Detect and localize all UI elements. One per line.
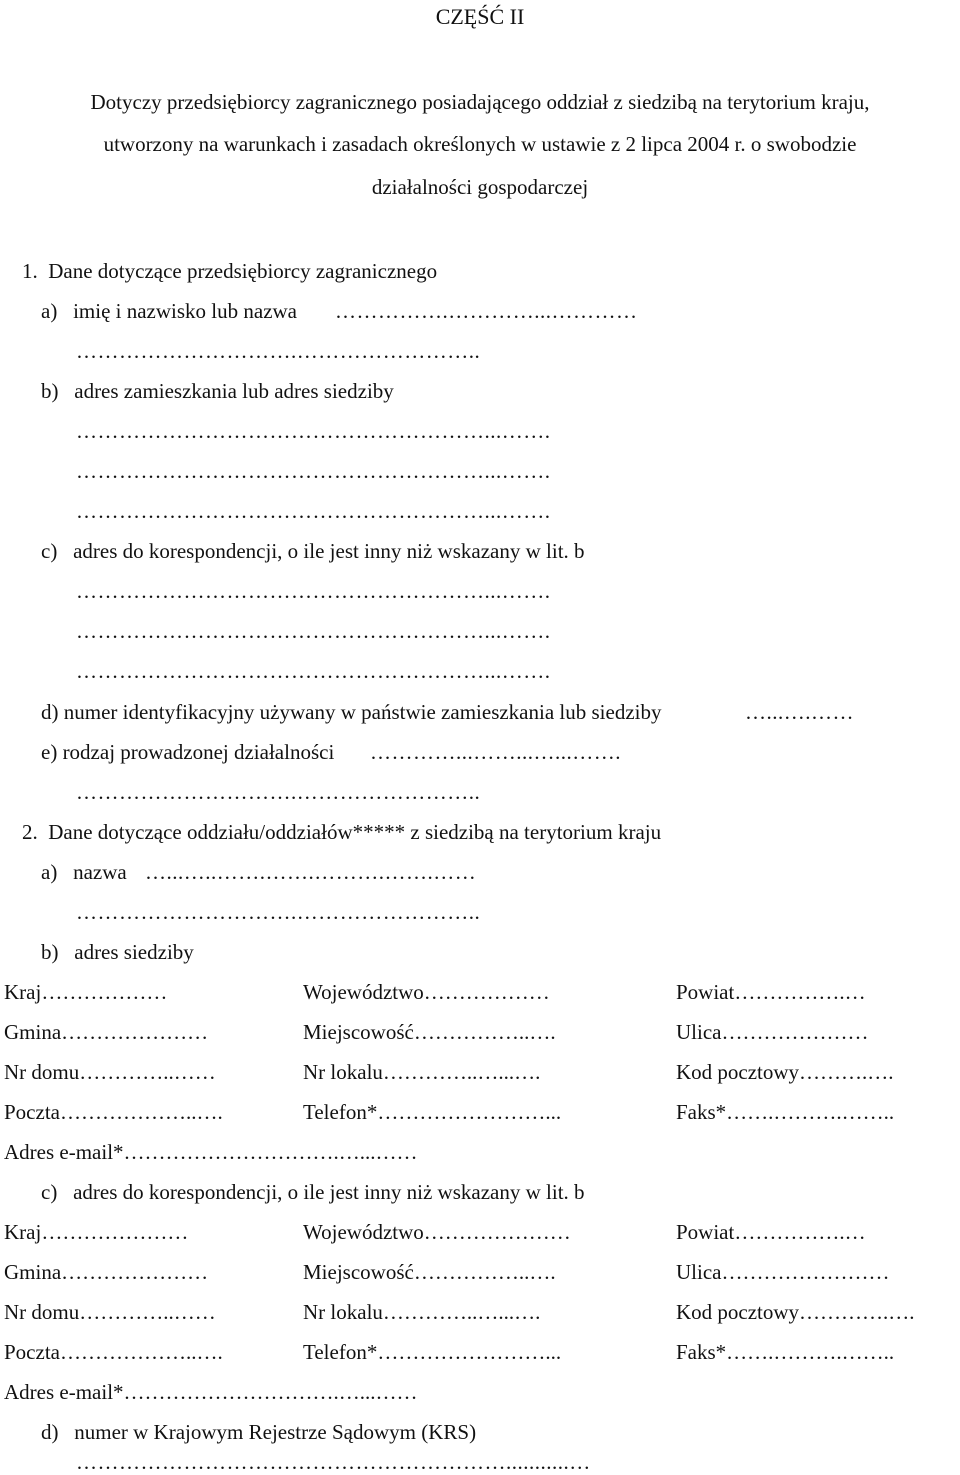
b-ulica-field[interactable]: Ulica…………………	[676, 1020, 869, 1044]
section1-d-label: d) numer identyfikacyjny używany w państwie zamieszkania lub siedziby	[41, 700, 662, 724]
section1-c-label: c) adres do korespondencji, o ile jest inny niż wskazany w lit. b	[41, 539, 585, 563]
c-ulica-field[interactable]: Ulica……………………	[676, 1260, 890, 1284]
b-miejscowosc-field[interactable]: Miejscowość……………..….	[303, 1020, 556, 1044]
section1-heading: 1. Dane dotyczące przedsiębiorcy zagranicznego	[22, 259, 438, 283]
b-poczta-field[interactable]: Poczta………………..….	[4, 1100, 223, 1124]
section2-a-field[interactable]: …...…..…….…….……….…….……	[145, 860, 477, 884]
section1-b-field-2[interactable]: …………………………………………………...…….	[76, 459, 551, 483]
section1-d-field[interactable]: …...….……	[745, 700, 854, 724]
b-nr-domu-field[interactable]: Nr domu…………..……	[4, 1060, 216, 1084]
section1-c-field-1[interactable]: …………………………………………………...…….	[76, 579, 551, 603]
section1-e-field[interactable]: …………...……...…...…….	[370, 740, 621, 764]
c-powiat-field[interactable]: Powiat…………….…	[676, 1220, 866, 1244]
section1-a-field[interactable]: …………….…………...…………	[335, 299, 638, 323]
section2-d-field[interactable]: ……………………………………………………...........…	[76, 1450, 591, 1474]
c-nr-domu-field[interactable]: Nr domu…………..……	[4, 1300, 216, 1324]
section1-c-field-3[interactable]: …………………………………………………...…….	[76, 659, 551, 683]
section1-a-label: a) imię i nazwisko lub nazwa	[41, 299, 297, 323]
section2-d-label: d) numer w Krajowym Rejestrze Sądowym (KRS)	[41, 1420, 477, 1444]
section1-b-label: b) adres zamieszkania lub adres siedziby	[41, 379, 394, 403]
section2-a-field-continued[interactable]: ………………………….……………………..	[76, 900, 481, 924]
c-miejscowosc-field[interactable]: Miejscowość……………..….	[303, 1260, 556, 1284]
c-kraj-field[interactable]: Kraj…………………	[4, 1220, 189, 1244]
c-gmina-field[interactable]: Gmina…………………	[4, 1260, 209, 1284]
section1-e-label: e) rodzaj prowadzonej działalności	[41, 740, 335, 764]
c-kod-pocztowy-field[interactable]: Kod pocztowy………….….	[676, 1300, 915, 1324]
section2-heading: 2. Dane dotyczące oddziału/oddziałów***** z siedzibą na terytorium kraju	[22, 820, 662, 844]
section1-b-field-1[interactable]: …………………………………………………...…….	[76, 419, 551, 443]
c-nr-lokalu-field[interactable]: Nr lokalu…………..…...….	[303, 1300, 541, 1324]
b-kraj-field[interactable]: Kraj………………	[4, 980, 168, 1004]
section1-e-field-continued[interactable]: ………………………….……………………..	[76, 780, 481, 804]
section2-b-label: b) adres siedziby	[41, 940, 194, 964]
b-faks-field[interactable]: Faks*…….……….……..	[676, 1100, 895, 1124]
b-gmina-field[interactable]: Gmina…………………	[4, 1020, 209, 1044]
c-wojewodztwo-field[interactable]: Województwo…………………	[303, 1220, 571, 1244]
b-telefon-field[interactable]: Telefon*……………………...	[303, 1100, 562, 1124]
page-title: CZĘŚĆ II	[435, 4, 525, 29]
b-powiat-field[interactable]: Powiat…………….…	[676, 980, 866, 1004]
section1-c-field-2[interactable]: …………………………………………………...…….	[76, 619, 551, 643]
intro-line-3: działalności gospodarczej	[371, 175, 589, 199]
c-telefon-field[interactable]: Telefon*……………………...	[303, 1340, 562, 1364]
section1-a-field-continued[interactable]: ………………………….……………………..	[76, 339, 481, 363]
b-email-field[interactable]: Adres e-mail*………………………….…...……	[4, 1140, 418, 1164]
intro-line-2: utworzony na warunkach i zasadach określonych w ustawie z 2 lipca 2004 r. o swobodzie	[103, 132, 857, 156]
c-email-field[interactable]: Adres e-mail*………………………….…...……	[4, 1380, 418, 1404]
c-poczta-field[interactable]: Poczta………………..….	[4, 1340, 223, 1364]
intro-line-1: Dotyczy przedsiębiorcy zagranicznego posiadającego oddział z siedzibą na terytorium kraju,	[90, 90, 870, 114]
b-kod-pocztowy-field[interactable]: Kod pocztowy……….….	[676, 1060, 894, 1084]
section1-b-field-3[interactable]: …………………………………………………...…….	[76, 499, 551, 523]
b-nr-lokalu-field[interactable]: Nr lokalu…………..…...….	[303, 1060, 541, 1084]
section2-c-label: c) adres do korespondencji, o ile jest inny niż wskazany w lit. b	[41, 1180, 585, 1204]
section2-a-label: a) nazwa	[41, 860, 127, 884]
c-faks-field[interactable]: Faks*…….……….……..	[676, 1340, 895, 1364]
b-wojewodztwo-field[interactable]: Województwo………………	[303, 980, 550, 1004]
